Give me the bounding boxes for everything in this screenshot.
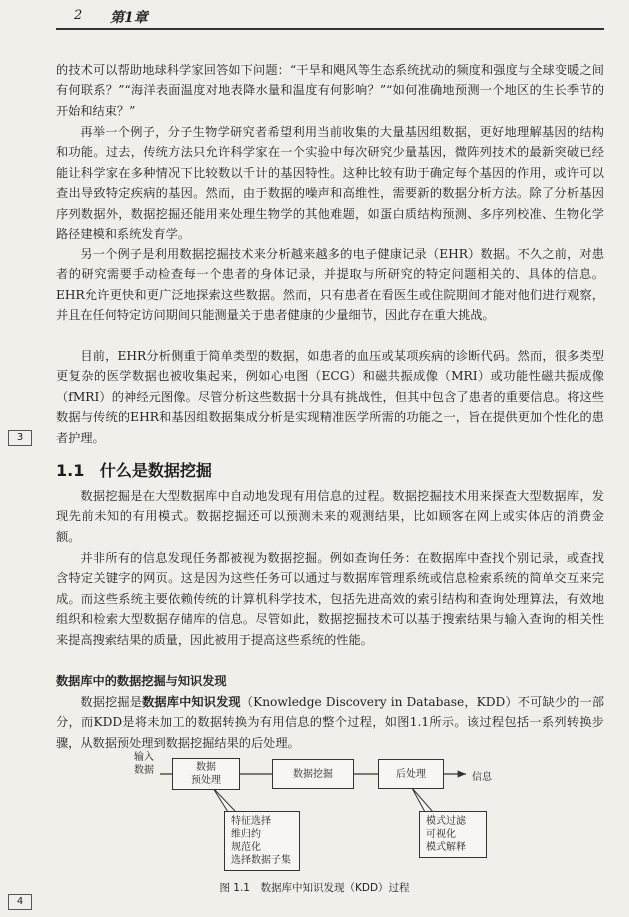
body-paragraph: 再举一个例子，分子生物学研究者希望利用当前收集的大量基因组数据，更好地理解基因的结构和功能。过去，传统方法只允许科学家在一个实验中每次研究少量基因，微阵列技术的最新突破已经能让科学家在多种情况下比较数以千计的基因特性。这种比较有助于确定每个基因的作用，或许可以查出导致特定疾病的基因。然而，由于数据的噪声和高维性，需要新的数据分析方法。除了分析基因序列数据外，数据挖掘还能用来处理生物学的其他难题，如蛋白质结构预测、多序列校准、生物化学路径建模和系统发育学。 (56, 125, 604, 242)
chapter-title: 第1章 (110, 10, 148, 26)
paragraph-text: （Knowledge Discovery in Database，KDD）不可缺少的一部分，而KDD是将未加工的数据转换为有用信息的整个过程，如图1.1所示。该过程包括一系列转换步骤，从数据预处理到数据挖掘结果的后处理。 (56, 695, 605, 750)
page-number: 2 (74, 8, 83, 23)
step-box-preprocessing: 数据 预处理 (172, 758, 240, 790)
figure-caption: 图 1.1 数据库中知识发现（KDD）过程 (219, 882, 410, 894)
section-number: 1.1 (56, 461, 85, 480)
step-box-postprocessing: 后处理 (378, 759, 444, 789)
body-paragraph: 另一个例子是利用数据挖掘技术来分析越来越多的电子健康记录（EHR）数据。不久之前，对患者的研究需要手动检查每一个患者的身体记录，并提取与所研究的特定问题相关的、具体的信息。EHR允许更快和更广泛地探索这些数据。然而，只有患者在看医生或住院期间才能对他们进行观察，并且在任何特定访问期间只能测量关于患者健康的少量细节，因此存在重大挑战。 (56, 247, 604, 323)
body-paragraph: 并非所有的信息发现任务都被视为数据挖掘。例如查询任务：在数据库中查找个别记录，或查找含特定关键字的网页。这是因为这些任务可以通过与数据库管理系统或信息检索系统的简单交互来完成。而这些系统主要依赖传统的计算机科学技术，包括先进高效的索引结构和查询处理算法，有效地组织和检索大型数据存储库的信息。尽管如此，数据挖掘技术可以基于搜索结果与输入查询的相关性来提高搜索结果的质量，因此被用于提高这些系统的性能。 (56, 551, 604, 647)
preprocessing-details: 特征选择 维归约 规范化 选择数据子集 (224, 811, 300, 871)
section-title: 什么是数据挖掘 (99, 461, 212, 480)
page-header (0, 0, 629, 32)
margin-number: 4 (8, 894, 32, 910)
postprocessing-details: 模式过滤 可视化 模式解释 (419, 811, 487, 858)
body-paragraph: 数据挖掘是在大型数据库中自动地发现有用信息的过程。数据挖掘技术用来探查大型数据库，发现先前未知的有用模式。数据挖掘还可以预测未来的观测结果，比如顾客在网上或实体店的消费金额。 (56, 489, 604, 544)
body-paragraph (56, 692, 604, 753)
section-heading (56, 458, 212, 481)
margin-number: 3 (8, 430, 32, 446)
kdd-diagram (0, 750, 629, 880)
callout-pointer (412, 788, 433, 812)
input-data-label: 输入 数据 (134, 752, 154, 776)
header-rule (56, 28, 604, 30)
output-info-label: 信息 (472, 772, 492, 783)
step-box-data-mining: 数据挖掘 (272, 759, 354, 789)
body-paragraph: 目前，EHR分析侧重于简单类型的数据，如患者的血压或某项疾病的诊断代码。然而，很多类型更复杂的医学数据也被收集起来，例如心电图（ECG）和磁共振成像（MRI）或功能性磁共振成像（fMRI）的神经元图像。尽管分析这些数据十分具有挑战性，但其中包含了患者的重要信息。将这些数据与传统的EHR和基因组数据集成分析是实现精准医学所需的功能之一，旨在提供更加个性化的患者护理。 (56, 349, 604, 445)
paragraph-text: 数据挖掘是 (80, 695, 143, 709)
callout-pointer (213, 788, 236, 812)
body-paragraph: 的技术可以帮助地球科学家回答如下问题：“干旱和飓风等生态系统扰动的频度和强度与全球变暖之间有何联系？”“海洋表面温度对地表降水量和温度有何影响？”“如何准确地预测一个地区的生长季节的开始和结束？” (56, 63, 604, 118)
bold-term: 数据库中知识发现 (142, 695, 241, 709)
subsection-heading: 数据库中的数据挖掘与知识发现 (56, 674, 227, 688)
